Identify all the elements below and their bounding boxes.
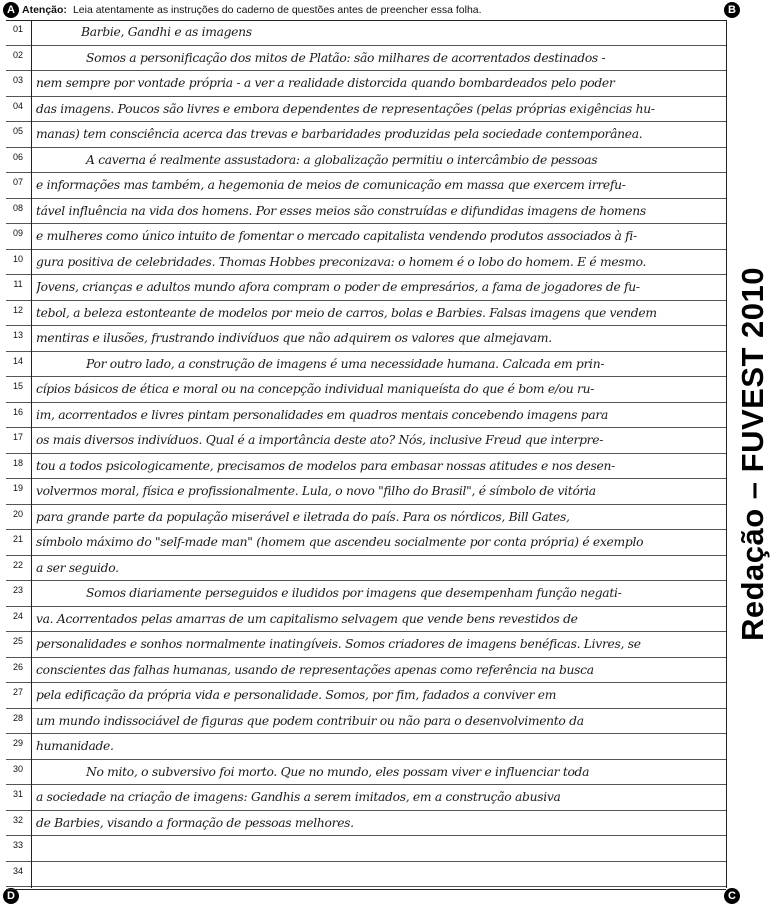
line-text: de Barbies, visando a formação de pessoas melhores. [36, 815, 354, 830]
line-number: 23 [12, 585, 23, 595]
line-number: 22 [12, 559, 23, 570]
line-text: e mulheres como único intuito de fomentar o mercado capitalista vendendo produtos associados à fi- [36, 229, 637, 243]
line-text: A caverna é realmente assustadora: a globalização permitiu o intercâmbio de pessoas [86, 152, 598, 167]
line-number: 09 [12, 228, 23, 238]
attention-header [22, 2, 738, 18]
line-number: 25 [12, 636, 23, 646]
line-text: pela edificação da própria vida e personalidade. Somos, por fim, fadados a conviver em [36, 688, 557, 702]
essay-line [6, 709, 726, 735]
essay-line [6, 454, 726, 480]
line-number: 26 [12, 661, 23, 672]
essay-line [6, 46, 726, 72]
essay-line [6, 352, 726, 378]
line-number: 07 [12, 177, 23, 187]
line-text: No mito, o subversivo foi morto. Que no mundo, eles possam viver e influenciar toda [86, 764, 590, 779]
exam-brand [727, 20, 780, 888]
line-number: 21 [12, 534, 23, 544]
line-text: tável influência na vida dos homens. Por esses meios são construídas e difundidas imagens de homens [36, 203, 646, 218]
corner-marker-c: C [724, 888, 740, 904]
essay-line [6, 199, 726, 225]
essay-line [6, 556, 726, 582]
line-text: volvermos moral, física e profissionalmente. Lula, o novo "filho do Brasil", é símbolo de vitória [36, 484, 596, 498]
line-text: um mundo indissociável de figuras que podem contribuir ou não para o desenvolvimento da [36, 713, 584, 728]
corner-marker-b: B [724, 2, 740, 18]
essay-line [6, 428, 726, 454]
essay-line [6, 811, 726, 837]
essay-line [6, 785, 726, 811]
essay-line [6, 377, 726, 403]
line-text: conscientes das falhas humanas, usando de representações apenas como referência na busca [36, 662, 594, 677]
line-number: 30 [12, 763, 23, 774]
line-text: Barbie, Gandhi e as imagens [81, 25, 252, 39]
essay-line [6, 632, 726, 658]
essay-line [6, 683, 726, 709]
essay-line [6, 326, 726, 352]
line-text: os mais diversos indivíduos. Qual é a importância deste ato? Nós, inclusive Freud que interpre- [36, 433, 604, 447]
line-text: a sociedade na criação de imagens: Gandhis a serem imitados, em a construção abusiva [36, 790, 561, 804]
essay-lines [6, 20, 726, 887]
line-text: humanidade. [36, 739, 114, 753]
essay-line [6, 530, 726, 556]
line-number: 05 [12, 126, 23, 136]
line-text: tou a todos psicologicamente, precisamos de modelos para embasar nossas atitudes e nos desen- [36, 458, 615, 473]
line-text: tebol, a beleza estonteante de modelos por meio de carros, bolas e Barbies. Falsas imagens que vendem [36, 305, 657, 320]
line-text: Jovens, crianças e adultos mundo afora compram o poder de empresários, a fama de jogadores de fu- [36, 280, 640, 294]
line-text: im, acorrentados e livres pintam personalidades em quadros mentais concebendo imagens para [36, 407, 608, 422]
essay-line [6, 734, 726, 760]
line-number: 13 [12, 330, 23, 340]
line-number: 15 [12, 381, 23, 391]
line-text: personalidades e sonhos normalmente inatingíveis. Somos criadores de imagens benéficas. Livres, se [36, 637, 641, 651]
essay-line [6, 862, 726, 888]
line-number: 16 [12, 406, 23, 417]
line-number: 29 [12, 738, 23, 748]
attention-label: Atenção: [22, 4, 67, 16]
line-number: 04 [12, 100, 23, 111]
essay-line [6, 403, 726, 429]
margin-line [31, 20, 32, 888]
essay-line [6, 479, 726, 505]
line-number: 01 [12, 24, 23, 34]
line-number: 24 [12, 610, 23, 621]
line-number: 27 [12, 687, 23, 697]
line-text: a ser seguido. [36, 560, 119, 575]
line-number: 10 [12, 253, 23, 264]
essay-line [6, 97, 726, 123]
line-number: 31 [12, 789, 23, 799]
essay-line [6, 148, 726, 174]
line-text: Somos a personificação dos mitos de Platão: são milhares de acorrentados destinados - [86, 50, 606, 65]
line-text: das imagens. Poucos são livres e embora dependentes de representações (pelas próprias exigências hu- [36, 101, 655, 116]
essay-line [6, 836, 726, 862]
line-number: 11 [13, 279, 23, 289]
essay-line [6, 122, 726, 148]
essay-line [6, 173, 726, 199]
line-text: símbolo máximo do "self-made man" (homem que ascendeu socialmente por conta própria) é exemplo [36, 535, 644, 549]
line-text: Por outro lado, a construção de imagens é uma necessidade humana. Calcada em prin- [86, 356, 605, 371]
line-text: Somos diariamente perseguidos e iludidos por imagens que desempenham função negati- [86, 586, 622, 600]
line-number: 03 [12, 75, 23, 85]
essay-line [6, 505, 726, 531]
line-number: 08 [12, 202, 23, 213]
corner-marker-d: D [3, 888, 19, 904]
essay-line [6, 250, 726, 276]
attention-text: Leia atentamente as instruções do caderno de questões antes de preencher essa folha. [72, 4, 482, 16]
essay-line [6, 581, 726, 607]
line-number: 02 [12, 49, 23, 60]
line-number: 18 [12, 457, 23, 468]
line-number: 20 [12, 508, 23, 519]
line-number: 33 [12, 840, 23, 850]
line-number: 32 [12, 814, 23, 825]
line-number: 14 [12, 355, 23, 366]
essay-line [6, 760, 726, 786]
line-text: e informações mas também, a hegemonia de meios de comunicação em massa que exercem irrefu- [36, 178, 626, 192]
essay-line [6, 71, 726, 97]
essay-line [6, 658, 726, 684]
line-number: 06 [12, 151, 23, 162]
essay-line [6, 607, 726, 633]
line-text: para grande parte da população miserável e iletrada do país. Para os nórdicos, Bill Gates, [36, 509, 570, 524]
essay-line [6, 301, 726, 327]
line-number: 34 [12, 865, 23, 876]
corner-marker-a: A [3, 2, 19, 18]
line-number: 19 [12, 483, 23, 493]
line-text: va. Acorrentados pelas amarras de um capitalismo selvagem que vende bens revestidos de [36, 611, 578, 626]
line-number: 28 [12, 712, 23, 723]
line-text: cípios básicos de ética e moral ou na concepção individual maniqueísta do que é bom e/ou ru- [36, 382, 595, 396]
line-text: mentiras e ilusões, frustrando indivíduos que não adquirem os valores que almejavam. [36, 331, 552, 345]
line-number: 17 [12, 432, 23, 442]
line-text: nem sempre por vontade própria - a ver a realidade distorcida quando bombardeados pelo poder [36, 76, 615, 90]
line-text: gura positiva de celebridades. Thomas Hobbes preconizava: o homem é o lobo do homem. E é mesmo. [36, 254, 647, 269]
essay-line [6, 275, 726, 301]
line-text: manas) tem consciência acerca das trevas e barbaridades produzidas pela sociedade contemporânea. [36, 127, 643, 141]
essay-line [6, 20, 726, 46]
exam-brand-text: Redação – FUVEST 2010 [735, 266, 771, 642]
essay-line [6, 224, 726, 250]
line-number: 12 [12, 304, 23, 315]
